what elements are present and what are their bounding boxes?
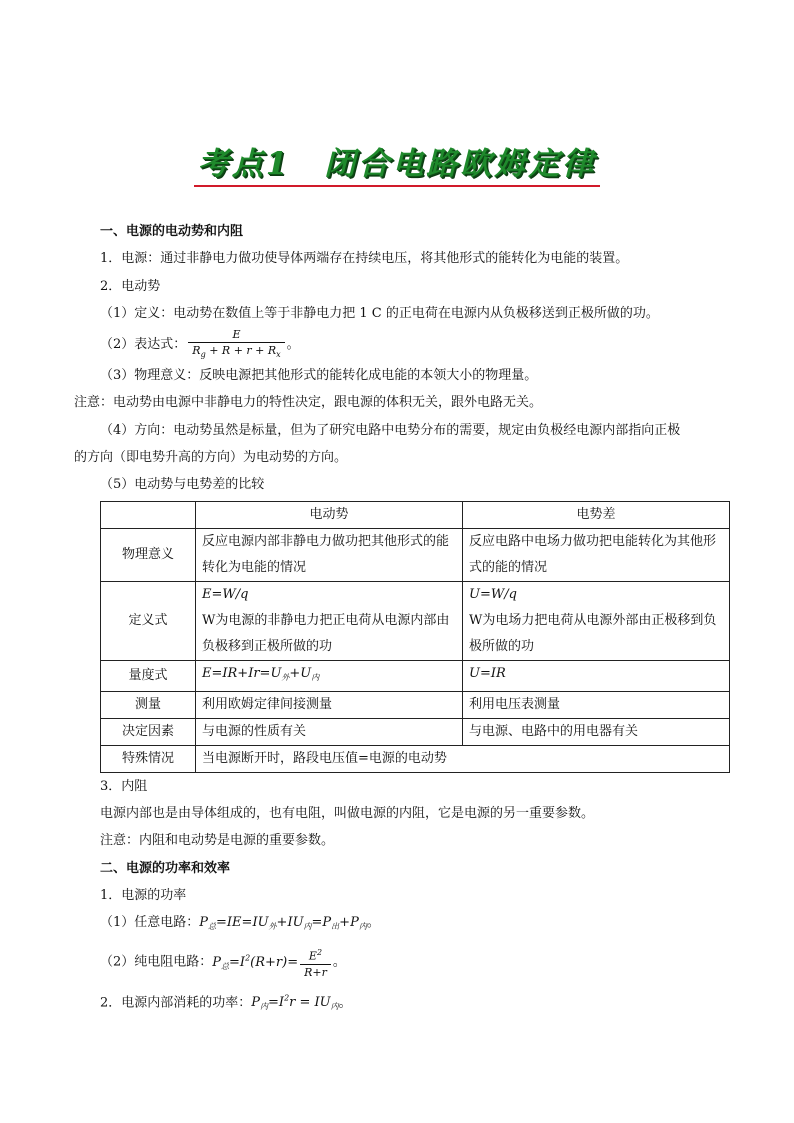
table-row	[101, 718, 730, 745]
document-body	[74, 218, 730, 1020]
table-row-head: 决定因素	[101, 718, 196, 745]
paragraph: 1．电源的功率	[100, 887, 187, 903]
table-row	[101, 691, 730, 718]
table-cell	[196, 581, 463, 660]
den-r: R	[192, 344, 201, 358]
cell-text: W为电源的非静电力把正电荷从电源内部由负极移到正极所做的功	[202, 612, 450, 654]
paragraph: 注意：电动势由电源中非静电力的特性决定，跟电源的体积无关，跟外电路无关。	[74, 395, 543, 411]
table-cell: 利用电压表测量	[463, 691, 730, 718]
paragraph: （4）方向：电动势虽然是标量，但为了研究电路中电势分布的需要，规定由负极经电源内部指向正极	[100, 422, 681, 438]
comparison-table	[100, 501, 730, 773]
section2-heading: 二、电源的功率和效率	[100, 860, 231, 876]
formula-line: （2）纯电阻电路：$P_总=I^2(R+r)=$ $\frac{E^2}{R+r}$ 。	[100, 940, 730, 984]
power-formula-resistive: $P_总=I^2(R+r)=$	[212, 953, 299, 971]
section1-heading: 一、电源的电动势和内阻	[100, 224, 244, 239]
punct: 。	[286, 337, 300, 353]
formula: E=W/q	[202, 586, 249, 602]
formula: U=W/q	[469, 586, 517, 602]
fraction-denominator: R+r	[300, 964, 331, 980]
formula-line	[100, 327, 730, 362]
table-header-cell: 电动势	[196, 501, 463, 528]
fraction-denominator	[188, 342, 284, 362]
table-cell: 利用欧姆定律间接测量	[196, 691, 463, 718]
table-cell: 与电源、电路中的用电器有关	[463, 718, 730, 745]
page-title	[0, 138, 794, 187]
paragraph: （3）物理意义：反映电源把其他形式的能转化成电能的本领大小的物理量。	[100, 368, 538, 384]
paragraph: 电源内部也是由导体组成的，也有电阻，叫做电源的内阻，它是电源的另一重要参数。	[100, 805, 595, 821]
power-formula-internal: $P_内=I^2r = IU_内$	[251, 993, 339, 1012]
table-row-head: 物理意义	[101, 528, 196, 581]
table-row-head: 定义式	[101, 581, 196, 660]
table-row-head: 测量	[101, 691, 196, 718]
table-row	[101, 528, 730, 581]
formula-label: （2）表达式：	[100, 337, 187, 353]
paragraph: 2．电动势	[100, 278, 161, 294]
power-fraction	[300, 945, 331, 980]
fraction-numerator: E	[232, 328, 241, 342]
table-row-head: 量度式	[101, 660, 196, 691]
paragraph: 1．电源：通过非静电力做功使导体两端存在持续电压，将其他形式的能转化为电能的装置。	[100, 251, 629, 267]
table-header-cell: 电势差	[463, 501, 730, 528]
formula-sub: 内	[311, 672, 320, 682]
title-text: 考点1 闭合电路欧姆定律	[194, 138, 601, 187]
den-sub: g	[200, 350, 206, 360]
table-cell: 当电源断开时，路段电压值=电源的电动势	[196, 745, 730, 772]
table-cell	[463, 581, 730, 660]
table-row	[101, 581, 730, 660]
formula-label: 2．电源内部消耗的功率：	[100, 995, 252, 1011]
formula-label: （2）纯电阻电路：	[100, 954, 213, 970]
power-formula-general: $P_总=IE=IU_外+IU_内=P_出+P_内$	[199, 915, 367, 932]
paragraph: （5）电动势与电势差的比较	[100, 477, 265, 493]
table-row-head: 特殊情况	[101, 745, 196, 772]
cell-text: W为电场力把电荷从电源外部由正极移到负极所做的功	[469, 612, 717, 654]
formula-sub: 外	[281, 672, 290, 682]
table-cell	[196, 660, 463, 691]
emf-fraction	[188, 327, 284, 362]
table-cell: 反应电源内部非静电力做功把其他形式的能转化为电能的情况	[196, 528, 463, 581]
table-cell: 反应电路中电场力做功把电能转化为其他形式的能的情况	[463, 528, 730, 581]
paragraph: 的方向（即电势升高的方向）为电动势的方向。	[74, 450, 348, 466]
table-row	[101, 660, 730, 691]
table-header-row	[101, 501, 730, 528]
formula: E=IR+Ir=U	[202, 665, 282, 681]
formula-line: 2．电源内部消耗的功率：$P_内=I^2r = IU_内$。	[100, 993, 352, 1012]
fraction-numerator: $E^2$	[308, 947, 323, 963]
den-mid: + R + r + R	[205, 344, 277, 358]
den-sub: x	[276, 350, 281, 360]
paragraph: （1）定义：电动势在数值上等于非静电力把 1 C 的正电荷在电源内从负极移送到正极所做的功。	[100, 305, 659, 321]
table-corner-cell	[101, 501, 196, 528]
table-cell: 与电源的性质有关	[196, 718, 463, 745]
paragraph: 3．内阻	[100, 778, 148, 794]
formula: +U	[289, 665, 312, 681]
paragraph: 注意：内阻和电动势是电源的重要参数。	[100, 833, 335, 849]
table-row	[101, 745, 730, 772]
formula-line: （1）任意电路：$P_总=IE=IU_外+IU_内=P_出+P_内$。	[100, 915, 380, 932]
table-cell: U=IR	[463, 660, 730, 691]
formula-label: （1）任意电路：	[100, 915, 200, 931]
